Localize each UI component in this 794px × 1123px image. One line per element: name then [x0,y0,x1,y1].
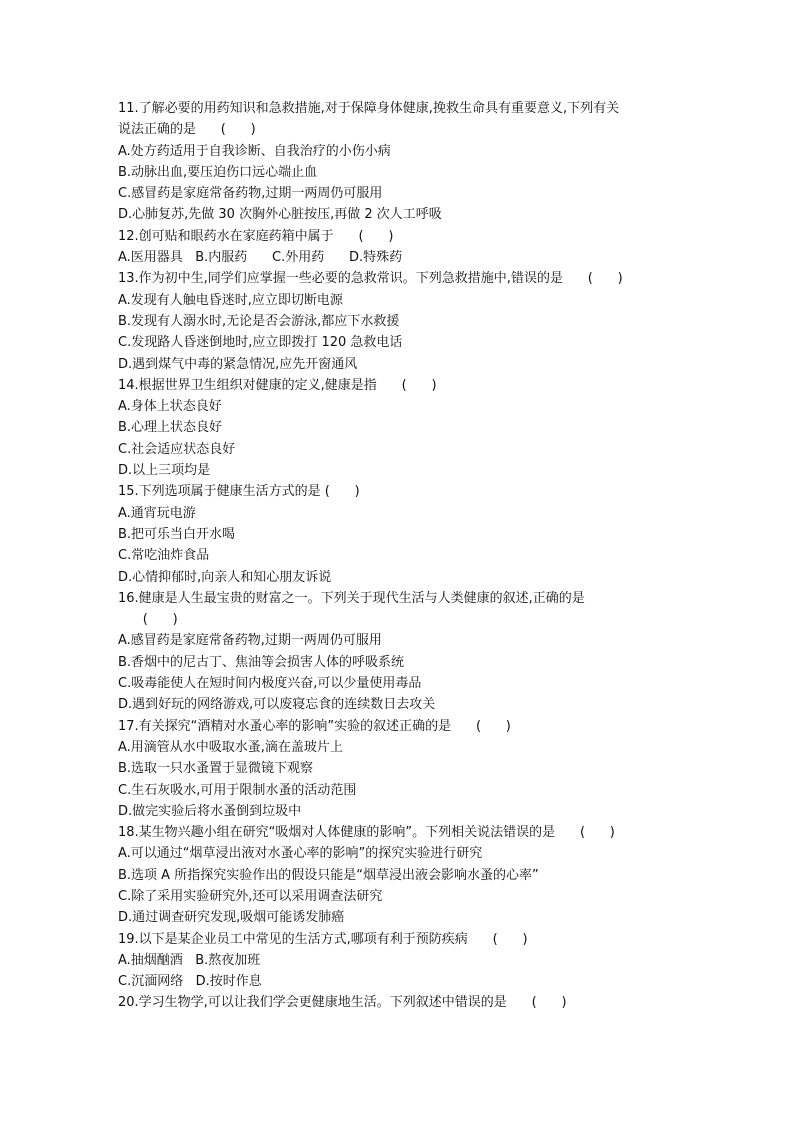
option-c: C.吸毒能使人在短时间内极度兴奋,可以少量使用毒品 [118,676,422,692]
option-a: A.身体上状态良好 [118,399,222,415]
question-stem: 12.创可贴和眼药水在家庭药箱中属于 ( ) [118,228,394,244]
question-stem: 说法正确的是 ( ) [118,122,256,138]
question-12 [118,226,678,269]
question-stem: 14.根据世界卫生组织对健康的定义,健康是指 ( ) [118,377,437,393]
option-b: B.动脉出血,要压迫伤口远心端止血 [118,164,318,180]
option-a: A.发现有人触电昏迷时,应立即切断电源 [118,292,343,308]
option-b: B.香烟中的尼古丁、焦油等会损害人体的呼吸系统 [118,654,405,670]
question-stem: 18.某生物兴趣小组在研究“吸烟对人体健康的影响”。下列相关说法错误的是 ( ) [118,825,615,841]
option-d: D.做完实验后将水蚤倒到垃圾中 [118,803,302,819]
option-c: C.发现路人昏迷倒地时,应立即拨打 120 急救电话 [118,335,403,351]
question-stem: 17.有关探究“酒精对水蚤心率的影响”实验的叙述正确的是 ( ) [118,718,511,734]
question-15 [118,481,678,587]
option-c: C.社会适应状态良好 [118,441,236,457]
option-b: B.选取一只水蚤置于显微镜下观察 [118,761,314,777]
option-b: B.心理上状态良好 [118,420,223,436]
option-d: D.心肺复苏,先做 30 次胸外心脏按压,再做 2 次人工呼吸 [118,207,442,223]
inline-options: A.医用器具 B.内服药 C.外用药 D.特殊药 [118,250,403,266]
option-a: A.用滴管从水中吸取水蚤,滴在盖玻片上 [118,739,343,755]
question-19 [118,929,678,993]
option-c: C.感冒药是家庭常备药物,过期一两周仍可服用 [118,186,383,202]
option-c: C.常吃油炸食品 [118,548,210,564]
option-b: B.发现有人溺水时,无论是否会游泳,都应下水救援 [118,313,400,329]
option-a: A.可以通过“烟草浸出液对水蚤心率的影响”的探究实验进行研究 [118,846,483,862]
question-stem: 19.以下是某企业员工中常见的生活方式,哪项有利于预防疾病 ( ) [118,931,528,947]
question-17 [118,716,678,822]
question-stem: 11.了解必要的用药知识和急救措施,对于保障身体健康,挽救生命具有重要意义,下列有关 [118,101,620,116]
option-a: A.感冒药是家庭常备药物,过期一两周仍可服用 [118,633,382,649]
question-20 [118,992,678,1013]
inline-options: A.抽烟酗酒 B.熬夜加班 [118,952,261,968]
option-c: C.除了采用实验研究外,还可以采用调查法研究 [118,888,383,904]
option-d: D.遇到好玩的网络游戏,可以废寝忘食的连续数日去攻关 [118,697,436,713]
inline-options: C.沉湎网络 D.按时作息 [118,974,262,990]
question-11 [118,98,678,226]
option-a: A.通宵玩电游 [118,505,196,521]
question-stem: 16.健康是人生最宝贵的财富之一。下列关于现代生活与人类健康的叙述,正确的是 [118,590,585,606]
option-c: C.生石灰吸水,可用于限制水蚤的活动范围 [118,782,357,798]
question-13 [118,268,678,374]
option-d: D.通过调查研究发现,吸烟可能诱发肺癌 [118,910,345,926]
question-18 [118,822,678,928]
option-d: D.以上三项均是 [118,463,211,479]
question-stem: 20.学习生物学,可以让我们学会更健康地生活。下列叙述中错误的是 ( ) [118,995,567,1011]
question-list [118,98,678,1014]
option-d: D.遇到煤气中毒的紧急情况,应先开窗通风 [118,356,358,372]
option-b: B.选项 A 所指探究实验作出的假设只能是“烟草浸出液会影响水蚤的心率” [118,867,539,883]
question-stem: 15.下列选项属于健康生活方式的是 ( ) [118,484,360,500]
question-14 [118,375,678,481]
question-stem: ( ) [118,612,178,628]
question-stem: 13.作为初中生,同学们应掌握一些必要的急救常识。下列急救措施中,错误的是 ( ) [118,271,623,287]
option-b: B.把可乐当白开水喝 [118,526,236,542]
option-d: D.心情抑郁时,向亲人和知心朋友诉说 [118,569,332,585]
option-a: A.处方药适用于自我诊断、自我治疗的小伤小病 [118,143,391,159]
question-16 [118,588,678,716]
